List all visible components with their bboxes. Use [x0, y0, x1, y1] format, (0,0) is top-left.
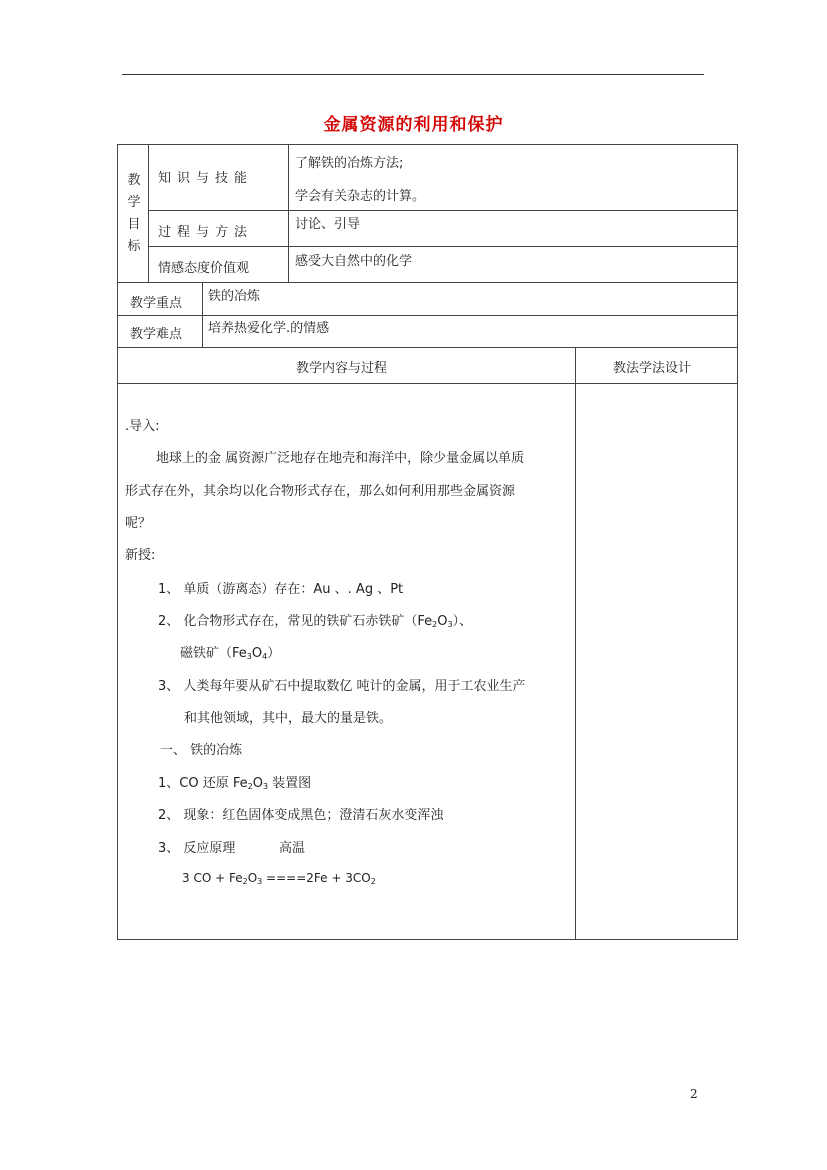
knowledge-skill-line: 了解铁的冶炼方法; — [295, 156, 404, 171]
knowledge-skill-label: 知识与技能 — [158, 171, 254, 186]
process-method-value: 讨论、引导 — [295, 217, 361, 232]
list-item: 3、 人类每年要从矿石中提取数亿 吨计的金属，用于工农业生产 — [158, 679, 526, 694]
method-column-header: 教法学法设计 — [613, 361, 692, 376]
list-item: 1、 单质（游离态）存在：Au 、. Ag 、Pt — [158, 582, 404, 597]
goals-label-char: 教 — [127, 173, 141, 188]
list-item: 3、 反应原理 — [158, 841, 236, 856]
page-title: 金属资源的利用和保护 — [323, 115, 504, 135]
row-divider — [117, 347, 738, 348]
list-item: 1、CO 还原 $Fe_2O_3$ 装置图 — [158, 776, 312, 791]
table-border-left — [117, 144, 118, 940]
col-divider — [148, 144, 149, 282]
chemical-equation: 3 CO + $Fe_2O_3 ====2Fe + 3CO_2$ — [182, 871, 376, 886]
row-divider — [117, 383, 738, 384]
list-item-continuation: 磁铁矿$(Fe_3O_4)$ — [180, 646, 281, 661]
table-border-right — [737, 144, 738, 940]
new-lesson-label: 新授: — [125, 548, 156, 563]
list-item: 2、 现象：红色固体变成黑色；澄清石灰水变浑浊 — [158, 808, 444, 823]
goals-label-char: 目 — [127, 217, 141, 232]
page-number: 2 — [690, 1087, 698, 1101]
row-divider — [117, 315, 738, 316]
col-divider — [575, 347, 576, 940]
intro-paragraph-line: 地球上的金 属资源广泛地存在地壳和海洋中，除少量金属以单质 — [156, 451, 525, 466]
row-divider — [148, 210, 738, 211]
reaction-condition: 高温 — [279, 841, 306, 856]
knowledge-skill-line: 学会有关杂志的计算。 — [295, 189, 426, 204]
content-column-header: 教学内容与过程 — [296, 361, 388, 376]
goals-label-char: 学 — [127, 195, 141, 210]
intro-paragraph-line: 形式存在外，其余均以化合物形式存在，那么如何利用那些金属资源 — [125, 484, 516, 499]
goals-label-char: 标 — [127, 239, 141, 254]
section-heading: 一、 铁的冶炼 — [160, 743, 243, 758]
table-border-top — [117, 144, 738, 145]
difficult-point-value: 培养热爱化学.的情感 — [208, 321, 330, 336]
table-border-bottom — [117, 939, 738, 940]
attitude-values-label: 情感态度价值观 — [158, 261, 250, 276]
difficult-point-label: 教学难点 — [130, 327, 183, 342]
attitude-values-value: 感受大自然中的化学 — [295, 254, 413, 269]
row-divider — [117, 282, 738, 283]
intro-label: .导入: — [125, 419, 160, 434]
key-point-value: 铁的冶炼 — [208, 289, 261, 304]
list-item-continuation: 和其他领域，其中，最大的量是铁。 — [184, 711, 393, 726]
col-divider — [288, 144, 289, 282]
key-point-label: 教学重点 — [130, 296, 183, 311]
intro-paragraph-line: 呢？ — [125, 516, 152, 531]
row-divider — [148, 246, 738, 247]
goals-group-label — [124, 170, 144, 258]
col-divider — [202, 282, 203, 347]
process-method-label: 过程与方法 — [158, 225, 254, 240]
list-item: 2、 化合物形式存在，常见的铁矿石赤铁矿$(Fe_2O_3)$、 — [158, 614, 473, 629]
